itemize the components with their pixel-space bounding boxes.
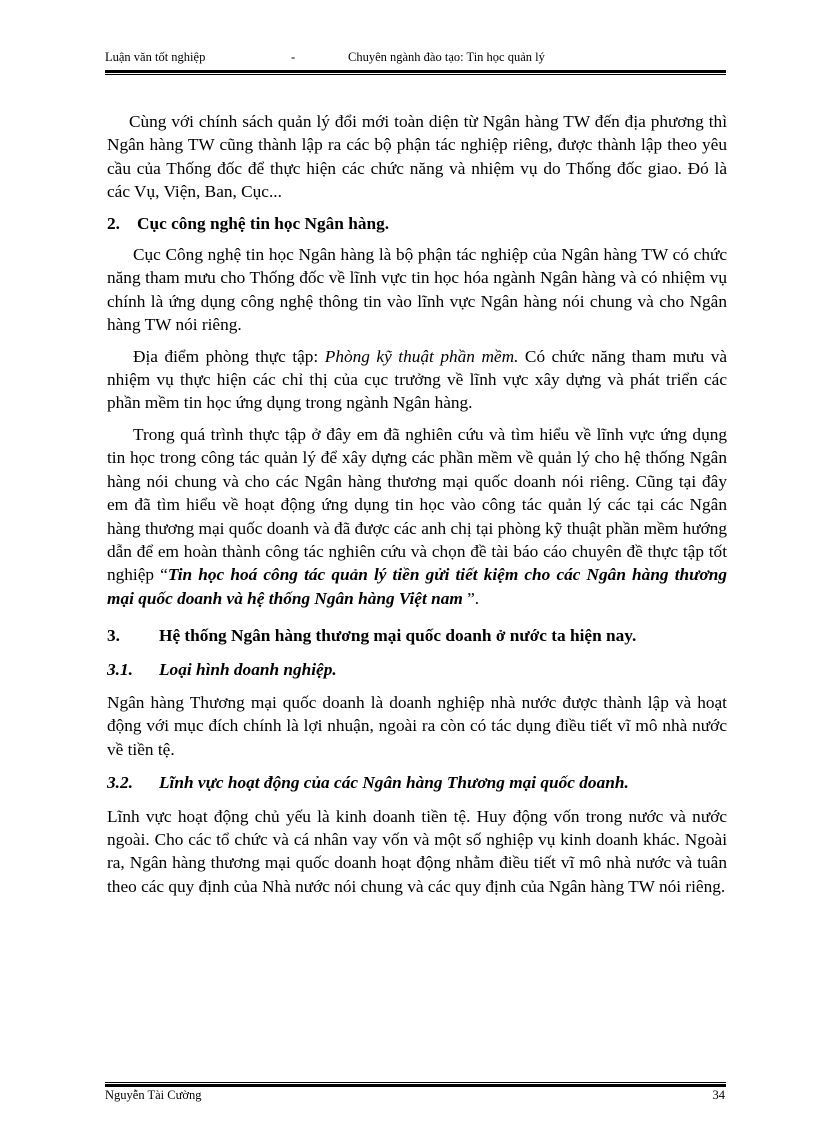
section-2-paragraph-2 [107, 345, 727, 415]
section-3-1-paragraph: Ngân hàng Thương mại quốc doanh là doanh nghiệp nhà nước được thành lập và hoạt động với mục đích chính là lợi nhuận, ngoài ra còn có tác dụng điều tiết vĩ mô nhà nước về tiền tệ. [107, 692, 727, 759]
section-3-2-number: 3.2. [107, 773, 133, 793]
para2-prefix: Địa điểm phòng thực tập: [133, 346, 325, 366]
section-3-1-number: 3.1. [107, 659, 133, 679]
para3-end: ”. [462, 588, 480, 608]
section-2-number: 2. [107, 213, 120, 233]
page-footer [105, 1088, 725, 1106]
header-rule [105, 70, 726, 75]
para3-text: Trong quá trình thực tập ở đây em đã nghiên cứu và tìm hiểu về lĩnh vực ứng dụng tin học trong công tác quản lý để xây dựng các phần mềm về quản lý cho hệ thống Ngân hàng nói chung và cho các Ngân hàng thương mại quốc doanh nói riêng. Cũng tại đây em đã tìm hiểu về hoạt động ứng dụng tin học vào công tác quản lý các tại các Ngân hàng thương mại quốc doanh và đã được các anh chị tại phòng kỹ thuật phần mềm hướng dẫn để em hoàn thành công tác nghiên cứu và chọn đề tài báo cáo chuyên đề thực tập tốt nghiệp “ [107, 424, 727, 585]
section-2-paragraph-1: Cục Công nghệ tin học Ngân hàng là bộ phận tác nghiệp của Ngân hàng TW có chức năng tham mưu cho Thống đốc về lĩnh vực tin học hóa ngành Ngân hàng và có nhiệm vụ chính là ứng dụng công nghệ thông tin vào lĩnh vực Ngân hàng nói chung và cho Ngân hàng TW nói riêng. [107, 245, 727, 335]
para3-thesis-title: Tin học hoá công tác quản lý tiền gửi tiết kiệm cho các Ngân hàng thương mại quốc doanh và hệ thống Ngân hàng Việt nam [107, 565, 727, 608]
footer-author: Nguyễn Tài Cường [105, 1088, 202, 1102]
header-thesis-label: Luận văn tốt nghiệp [105, 50, 206, 64]
footer-rule [105, 1082, 726, 1087]
section-3-2-heading [107, 771, 727, 794]
section-2-title: Cục công nghệ tin học Ngân hàng. [137, 213, 390, 233]
section-3-heading [107, 624, 727, 647]
section-3-1-title: Loại hình doanh nghiệp. [159, 659, 337, 679]
header-separator: - [291, 50, 296, 64]
header-major-label: Chuyên ngành đào tạo: Tin học quản lý [348, 50, 545, 64]
para2-italic: Phòng kỹ thuật phần mềm. [324, 346, 519, 366]
section-3-1-heading [107, 658, 727, 681]
intro-paragraph: Cùng với chính sách quản lý đổi mới toàn diện từ Ngân hàng TW đến địa phương thì Ngân hàng TW cũng thành lập ra các bộ phận tác nghiệp riêng, được thành lập theo yêu cầu của Thống đốc để thực hiện các chức năng và nhiệm vụ do Thống đốc giao. Đó là các Vụ, Viện, Ban, Cục... [107, 112, 727, 202]
page-number: 34 [712, 1088, 725, 1102]
page-content [107, 110, 727, 898]
section-3-2-title: Lĩnh vực hoạt động của các Ngân hàng Thương mại quốc doanh. [159, 773, 629, 793]
section-3-number: 3. [107, 626, 120, 646]
section-2-paragraph-3 [107, 423, 727, 610]
section-3-title: Hệ thống Ngân hàng thương mại quốc doanh ở nước ta hiện nay. [159, 626, 637, 646]
page-header [105, 50, 725, 68]
para2-rest: Có chức năng tham mưu và nhiệm vụ thực hiện các chỉ thị của cục trưởng về lĩnh vực xây dựng và phát triển các phần mềm tin học ứng dụng trong ngành Ngân hàng. [107, 346, 728, 413]
section-2-heading [107, 212, 727, 235]
section-3-2-paragraph: Lĩnh vực hoạt động chủ yếu là kinh doanh tiền tệ. Huy động vốn trong nước và nước ngoài. Cho các tổ chức và cá nhân vay vốn và một số nghiệp vụ kinh doanh khác. Ngoài ra, Ngân hàng thương mại quốc doanh hoạt động nhằm điều tiết vĩ mô nhà nước và tuân theo các quy định của Nhà nước nói chung và các quy định của Ngân hàng TW nói riêng. [107, 806, 727, 896]
